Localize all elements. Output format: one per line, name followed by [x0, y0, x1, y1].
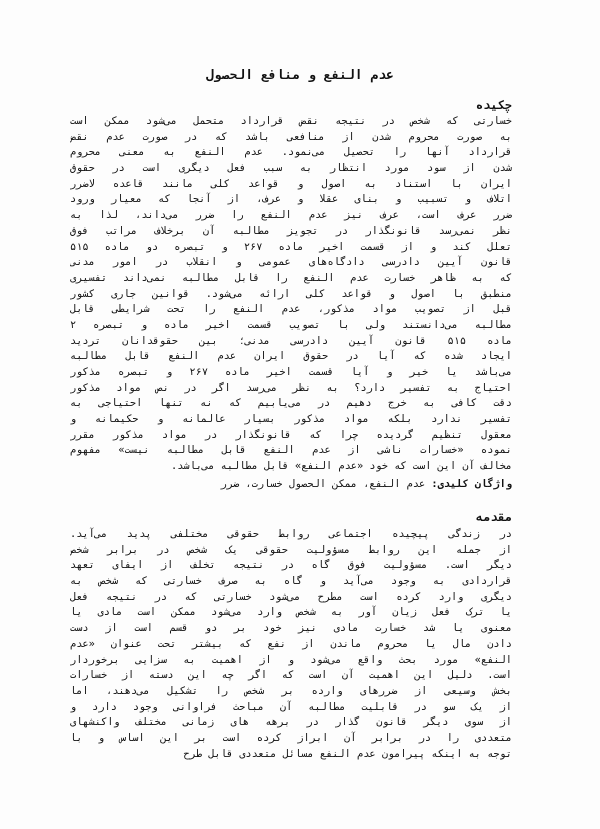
abstract-line: شدن از سود مورد انتظار به سبب فعل دیگری است در حقوق: [70, 162, 512, 175]
abstract-line: اتلاف و تسبیب و بنای عقلا و عرف، از آنجا که معیار ورود: [70, 193, 512, 206]
introduction-line: قراردادی به وجود می‌آید و گاه به صرف خسارتی که شخص به: [70, 575, 512, 588]
keywords-label: واژگان کلیدی:: [431, 478, 512, 490]
abstract-line: قبل از تصویب مواد مذکور، عدم النفع را تحت شرایطی قابل: [70, 303, 512, 316]
abstract-line: منطبق با اصول و قواعد کلی ارائه می‌شود. قوانین جاری کشور: [70, 287, 512, 300]
abstract-line: احتیاج به تفسیر دارد؟ به نظر می‌رسد اگر در نص مواد مذکور: [70, 381, 512, 394]
abstract-line: دقت کافی به خرج دهیم در می‌یابیم که نه تنها احتیاجی به: [70, 397, 512, 410]
introduction-line: النفع» مورد بحث واقع می‌شود و از اهمیت به سزایی برخوردار: [70, 653, 512, 666]
introduction-line: از جمله این روابط مسؤولیت حقوقی یک شخص در برابر شخص: [70, 543, 512, 556]
introduction-heading: مقدمه: [475, 510, 512, 524]
abstract-line: خسارتی که شخص در نتیجه نقض قرارداد متحمل می‌شود ممکن است: [70, 115, 512, 127]
abstract-line: که به ظاهر خسارت عدم النفع را قابل مطالبه نمی‌داند تفسیری: [70, 271, 512, 284]
abstract-line: به صورت محروم شدن از منافعی باشد که در صورت عدم نقض: [70, 130, 512, 143]
abstract-line: قرارداد آنها را تحصیل می‌نمود. عدم النفع به معنی محروم: [70, 146, 512, 159]
abstract-line: معقول تنظیم گردیده چرا که قانونگذار در مواد مذکور مقرر: [70, 428, 512, 441]
introduction-line: دادن مال یا محروم ماندن از نفع که بیشتر تحت عنوان «عدم: [70, 637, 512, 650]
keywords: [70, 476, 512, 492]
abstract-line: می‌باشد یا خیر و آیا قسمت اخیر ماده ۲۶۷ و تبصره مذکور: [70, 366, 512, 378]
introduction-line: در زندگی پیچیده اجتماعی روابط حقوقی مختلفی پدید می‌آید.: [70, 528, 512, 540]
abstract-line: ایران با استناد به اصول و قواعد کلی مانند قاعده لاضرر: [70, 177, 512, 190]
introduction-body: [70, 527, 512, 762]
abstract-line: تعلل کند و از قسمت اخیر ماده ۲۶۷ و تبصره دو ماده ۵۱۵: [70, 240, 512, 253]
introduction-line: یا ترک فعل زیان آور به شخص وارد می‌شود ممکن است مادی یا: [70, 606, 512, 619]
abstract-line: قانون آیین دادرسی دادگاه‌های عمومی و انقلاب در امور مدنی: [70, 256, 512, 269]
abstract-line: ایجاد شده که آیا در حقوق ایران عدم النفع قابل مطالبه: [70, 350, 512, 363]
introduction-line: بخش وسیعی از ضررهای وارده بر شخص را تشکیل می‌دهند، اما: [70, 684, 512, 697]
introduction-line: توجه به اینکه پیرامون عدم النفع مسائل متعددی قابل طرح: [183, 747, 512, 760]
introduction-line: از یک سو در قابلیت مطالبه آن مباحث فراوانی وجود دارد و: [70, 700, 512, 713]
page-title: عدم النفع و منافع الحصول: [206, 68, 394, 83]
introduction-line: متعددی را در برابر آن ابراز کرده است بر این اساس و با: [70, 731, 512, 744]
keywords-text: عدم النفع، ممکن الحصول خسارت، ضرر: [220, 478, 426, 490]
abstract-line: تفسیر ندارد بلکه مواد مذکور بسیار عالمانه و حکیمانه و: [70, 413, 512, 426]
introduction-line: معنوی یا شد خسارت مادی نیز خود بر دو قسم است از دست: [70, 622, 512, 635]
abstract-line: مطالبه می‌دانستند ولی با تصویب قسمت اخیر ماده و تبصره ۲: [70, 318, 512, 331]
abstract-line: ماده ۵۱۵ قانون آیین دادرسی مدنی؛ بین حقوقدانان تردید: [70, 334, 512, 347]
abstract-body: [70, 114, 512, 475]
abstract-line: ضرر عرف است، عرف نیز عدم النفع را ضرر می‌داند، لذا به: [70, 209, 512, 222]
introduction-line: است. دلیل این اهمیت آن است که اگر چه این دسته از خسارات: [70, 669, 512, 682]
introduction-line: دیگری وارد کرده است مطرح می‌شود خسارتی که در نتیجه فعل: [70, 590, 512, 603]
abstract-line: نموده «خسارات ناشی از عدم النفع قابل مطالبه نیست» مفهوم: [70, 444, 512, 457]
introduction-line: دیگر است. مسؤولیت فوق گاه در نتیجه تخلف از ایفای تعهد: [70, 559, 512, 572]
abstract-heading: چکیده: [475, 98, 512, 112]
abstract-line: نظر نمی‌رسد قانونگذار در تجویز مطالبه آن برخلاف مراتب فوق: [70, 224, 512, 237]
abstract-line: مخالف آن این است که خود «عدم النفع» قابل مطالبه می‌باشد.: [171, 460, 512, 473]
keywords-line: [70, 476, 512, 492]
introduction-line: از سوی دیگر قانون گذار در برهه های زمانی مختلف واکنشهای: [70, 716, 512, 729]
